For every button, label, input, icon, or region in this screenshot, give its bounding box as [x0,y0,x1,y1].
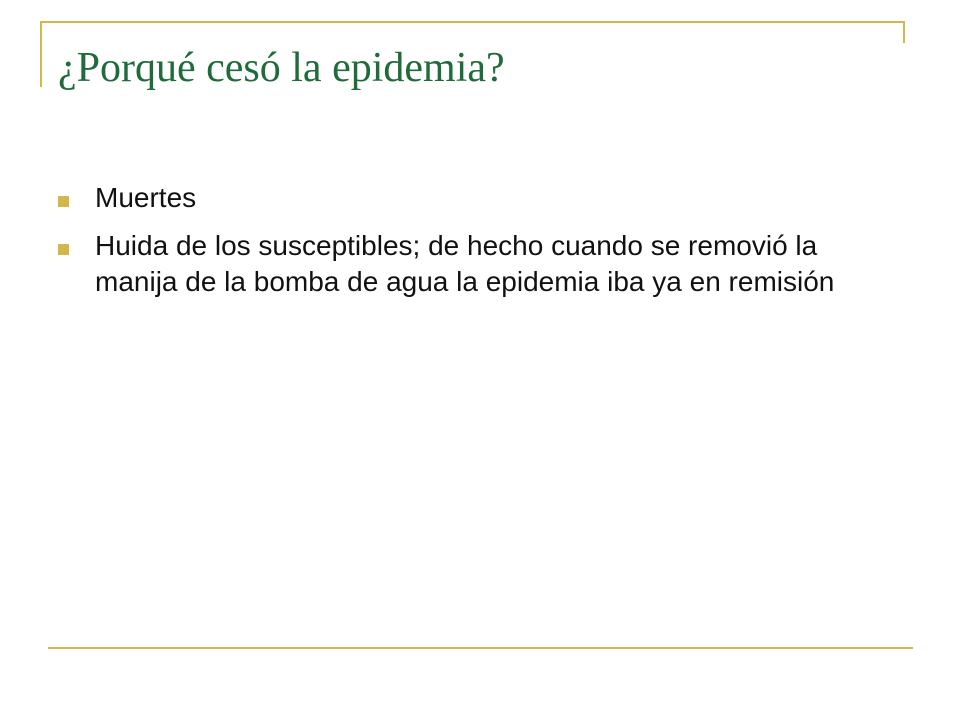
frame-line-top [40,21,905,23]
bullet-item [58,228,898,300]
slide-title: ¿Porqué cesó la epidemia? [58,45,505,91]
bullet-text: Muertes [95,182,197,213]
square-bullet-icon [58,244,69,255]
bullet-item [58,180,898,216]
square-bullet-icon [58,196,69,207]
frame-line-bottom [48,647,913,649]
frame-line-right [903,21,905,43]
frame-line-left [40,21,42,87]
bullet-list [58,180,898,312]
bullet-text: Huida de los susceptibles; de hecho cuando se removió la manija de la bomba de agua la epidemia iba ya en remisión [95,230,835,297]
